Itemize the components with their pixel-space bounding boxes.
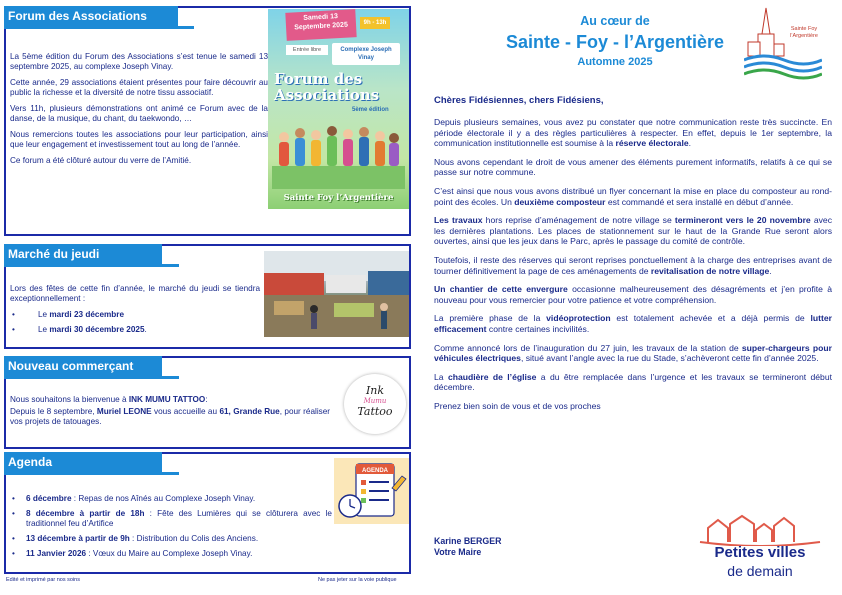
town-skyline-icon: [694, 510, 826, 546]
shop-address: 61, Grande Rue: [219, 407, 280, 416]
marche-intro: Lors des fêtes de cette fin d’année, le marché du jeudi se tiendra exceptionnellement :: [10, 284, 260, 303]
event-text: : Distribution du Colis des Anciens.: [129, 534, 259, 543]
poster-hours: 9h - 13h: [360, 17, 390, 29]
p9-b: chaudière de l’église: [447, 371, 537, 382]
l2-c: vous accueille au: [151, 407, 220, 416]
p7-c: est totalement achevée et a déjà permis de: [610, 313, 811, 324]
letter-p7: [434, 313, 832, 334]
agenda-title: [4, 452, 156, 472]
commercant-stripe: [4, 376, 179, 379]
mayor-role: Votre Maire: [434, 547, 482, 557]
forum-p4: Nous remercions toutes les associations pour leur participation, ainsi que leur engagement et investissement tout au long de l’année.: [10, 130, 268, 149]
letter-p9: [434, 372, 832, 393]
logo-ink: Ink: [365, 384, 385, 397]
item-date: mardi 23 décembre: [49, 310, 125, 319]
signature: [434, 536, 501, 558]
letter-p5: [434, 255, 832, 276]
header-season: Automne 2025: [577, 56, 653, 68]
p8-a: Comme annoncé lors de l’inauguration du 27 juin, les travaux de la station de: [434, 342, 742, 353]
letter-p6: [434, 284, 832, 305]
agenda-text: [10, 494, 332, 564]
forum-p2: Cette année, 29 associations étaient présentes pour faire découvrir au public la richesse et la diversité de notre tissu associatif.: [10, 78, 268, 97]
letter-p2: Nous avons cependant le droit de vous amener des éléments purement informatifs, relatifs à ce qui se passe sur notre commune.: [434, 156, 832, 178]
p3-b: deuxième composteur: [514, 196, 606, 207]
forum-p3: Vers 11h, plusieurs démonstrations ont animé ce Forum avec de la danse, de la musique, du chant, du taekwondo, …: [10, 104, 268, 123]
p4-c: termineront vers le 20 novembre: [674, 215, 811, 226]
poster-town: Sainte Foy l’Argentière: [283, 193, 394, 203]
list-item: [10, 494, 332, 504]
forum-poster: [268, 9, 409, 209]
pvd-line2: de demain: [727, 563, 793, 579]
item-prefix: Le: [38, 310, 50, 319]
l1-a: Nous souhaitons la bienvenue à: [10, 395, 129, 404]
forum-box: [4, 6, 411, 236]
footer-left: Edité et imprimé par nos soins: [6, 577, 80, 583]
poster-date: Samedi 13 Septembre 2025: [285, 9, 356, 41]
p1-a: Depuis plusieurs semaines, vous avez pu constater que notre communication reste très succincte. En période électorale il y a des règles particulières à respecter. En effet, depuis le 1er septembre, la communication institutionnelle est soumise à la: [434, 117, 832, 149]
crowd-illustration: [272, 119, 405, 189]
p6-b: occasionne malheureusement des désagréments et j’en profite à nouveau pour vous remercier pour votre patience et votre compréhension.: [434, 284, 832, 305]
p6-a: Un chantier de cette envergure: [434, 284, 568, 295]
l1-c: :: [205, 395, 208, 404]
item-prefix: Le: [38, 325, 50, 334]
agenda-illustration: [334, 458, 409, 524]
event-text: : Vœux du Maire au Complexe Joseph Vinay.: [86, 549, 253, 558]
shop-name: INK MUMU TATTOO: [128, 395, 206, 404]
forum-title-text: Forum des Associations: [8, 9, 147, 23]
marche-title: [4, 244, 156, 264]
event-text: : Repas de nos Aînés au Complexe Joseph Vinay.: [71, 494, 256, 503]
commercant-title-text: Nouveau commerçant: [8, 359, 134, 373]
marche-stripe: [4, 264, 179, 267]
crest-text: Sainte Foy l’Argentière: [790, 26, 818, 39]
p7-b: vidéoprotection: [546, 313, 611, 324]
marche-list: [10, 310, 260, 335]
item-suffix: .: [144, 325, 147, 334]
event-date: 13 décembre à partir de 9h: [26, 534, 130, 543]
p4-a: Les travaux: [434, 215, 483, 226]
header-town: Sainte - Foy - l’Argentière: [505, 32, 725, 52]
event-date: 8 décembre à partir de 18h: [26, 509, 145, 518]
p5-a: Toutefois, il reste des réserves qui seront reprises ponctuellement à la charge des entreprises avant de tourner définitivement la page de ces aménagements de: [434, 254, 832, 276]
event-date: 11 Janvier 2026: [26, 549, 87, 558]
p5-b: revitalisation de notre village: [650, 265, 770, 276]
list-item: [10, 310, 260, 320]
p3-c: est commandé et sera installé en début d’année.: [605, 196, 794, 207]
list-item: [10, 534, 332, 544]
marche-box: [4, 244, 411, 349]
agenda-box: [4, 452, 411, 574]
forum-p1: La 5ème édition du Forum des Associations s’est tenue le samedi 13 septembre 2025, au complexe Joseph Vinay.: [10, 52, 268, 71]
poster-edition: 5ème édition: [352, 107, 389, 113]
marche-title-text: Marché du jeudi: [8, 247, 100, 261]
l2-e: , pour réaliser vos projets de tatouages.: [10, 407, 331, 426]
p1-b: réserve électorale: [615, 138, 689, 149]
letter-p8: [434, 343, 832, 364]
salutation: Chères Fidésiennes, chers Fidésiens,: [434, 95, 604, 106]
p8-c: , situé avant l’angle avec la rue du Stade, s’achèveront cette fin d’année 2025.: [520, 353, 819, 364]
list-item: [10, 549, 332, 559]
agenda-stripe: [4, 472, 179, 475]
petites-villes-logo: [694, 510, 826, 584]
marche-text: [10, 284, 260, 340]
market-scene: [264, 251, 409, 337]
event-date: 6 décembre: [26, 494, 72, 503]
list-item: [10, 325, 260, 335]
letter-p1: [434, 117, 832, 149]
church-icon: [744, 4, 822, 82]
letter-p10: Prenez bien soin de vous et de vos proches: [434, 400, 601, 411]
p7-a: La première phase de la: [434, 313, 547, 324]
owner-name: Muriel LEONE: [96, 407, 152, 416]
p7-e: contre certaines incivilités.: [486, 323, 590, 334]
commercant-title: [4, 356, 156, 376]
mayor-name: Karine BERGER: [434, 536, 502, 546]
mayor-letter: [434, 117, 832, 419]
commercant-l1: [10, 395, 330, 405]
p5-c: .: [769, 265, 772, 276]
agenda-title-text: Agenda: [8, 455, 53, 469]
commercant-text: [10, 395, 330, 433]
poster-venue: Complexe Joseph Vinay: [332, 43, 400, 65]
p9-a: La: [434, 371, 448, 382]
p1-c: .: [688, 138, 692, 149]
town-crest-logo: [744, 4, 822, 82]
footer-right: Ne pas jeter sur la voie publique: [318, 577, 397, 583]
agenda-list: [10, 494, 332, 559]
p7-d: lutter efficacement: [434, 313, 832, 334]
p4-d: avec les dernières plantations. Les places de stationnement sur le haut de la Grande Rue seront alors ouvertes, ainsi que les jeux dans le Parc, après le passage du comité de contrôle.: [434, 215, 832, 247]
letter-p3: [434, 186, 832, 207]
poster-free: Entrée libre: [286, 45, 328, 55]
list-item: [10, 509, 332, 529]
l2-a: Depuis le 8 septembre,: [10, 407, 97, 416]
p9-c: a du être remplacée dans l’urgence et les travaux se termineront début décembre.: [434, 371, 832, 393]
commercant-l2: [10, 407, 330, 427]
commercant-box: [4, 356, 411, 449]
market-photo: [264, 251, 409, 337]
logo-mumu: Mumu: [363, 397, 387, 405]
item-date: mardi 30 décembre 2025: [49, 325, 145, 334]
forum-stripe: [4, 26, 194, 29]
poster-title: Forum des Associations: [274, 70, 380, 104]
p8-b: super-chargeurs pour véhicules électriques: [434, 342, 832, 364]
p4-b: hors reprise d’aménagement de notre village se: [482, 215, 675, 226]
header-line1: Au cœur de: [580, 14, 650, 28]
calendar-clock-icon: [334, 458, 409, 524]
pvd-line1: Petites villes: [714, 544, 806, 561]
event-text: : Fête des Lumières qui se clôturera avec le traditionnel feu d’Artifice: [26, 509, 332, 528]
letter-p4: [434, 215, 832, 247]
p3-a: C’est ainsi que nous vous avons distribué un flyer concernant la mise en place du composteur au rond-point des écoles. Un: [434, 185, 832, 207]
forum-text: [10, 52, 268, 172]
forum-p5: Ce forum a été clôturé autour du verre de l’Amitié.: [10, 156, 192, 165]
ink-mumu-logo: [344, 374, 406, 434]
logo-tattoo: Tattoo: [357, 405, 393, 418]
forum-title: [4, 6, 172, 26]
agenda-image-label: AGENDA: [361, 468, 389, 474]
